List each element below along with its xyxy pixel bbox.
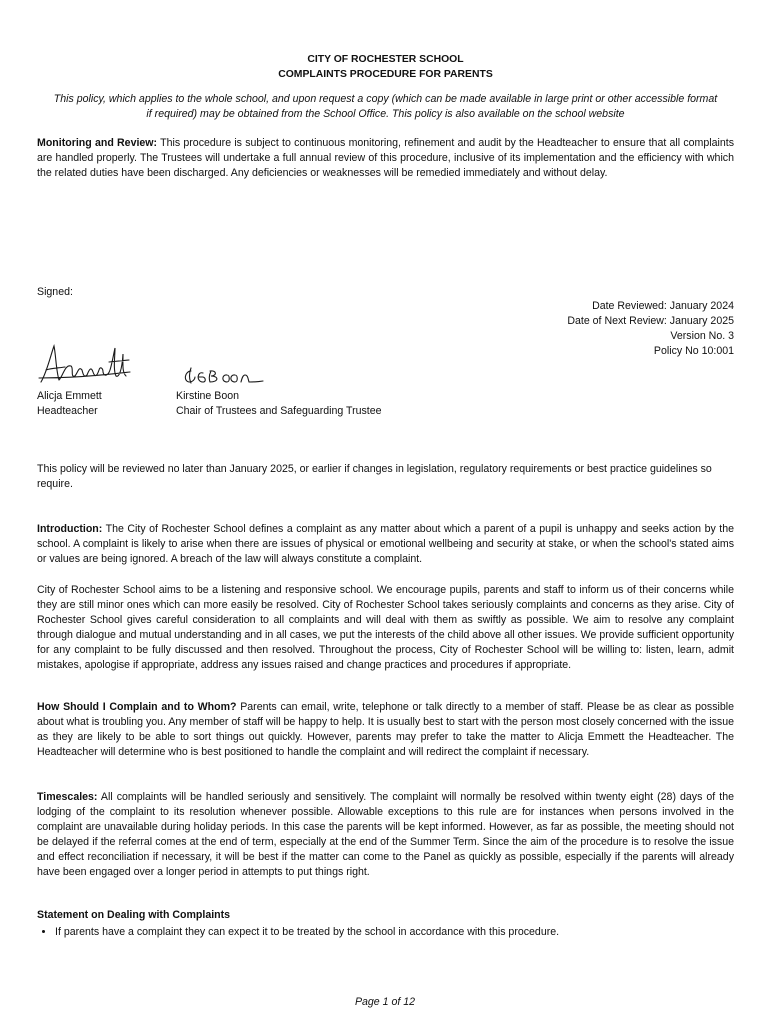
trustee-signature (179, 365, 269, 387)
statement-heading: Statement on Dealing with Complaints (37, 909, 231, 921)
signatory-role: Chair of Trustees and Safeguarding Trustee (176, 405, 382, 417)
signatory-name: Kirstine Boon (176, 390, 240, 402)
monitoring-review-paragraph (37, 136, 734, 181)
signed-label: Signed: (37, 286, 73, 298)
title-block (37, 52, 734, 82)
monitoring-heading: Monitoring and Review: (37, 137, 158, 149)
headteacher-signature (37, 342, 133, 388)
next-review-date: Date of Next Review: January 2025 (567, 315, 734, 327)
signatory-headteacher (37, 389, 102, 419)
how-to-complain-text: Parents can email, write, telephone or talk directly to a member of staff. Please be as clear as possible about what is troubling you. Any member of staff will be happy to help. It is usually best to start with the person most closely concerned with the issue as they are likely to be able to sort things out quickly. However, parents may prefer to take the matter to Alicja Emmett the Headteacher. The Headteacher will determine who is best positioned to handle the complaint and will redirect the complaint if necessary. (37, 701, 734, 758)
document-page (37, 52, 735, 938)
introduction-heading: Introduction: (37, 523, 103, 535)
document-title: COMPLAINTS PROCEDURE FOR PARENTS (278, 69, 493, 80)
how-to-complain-paragraph (37, 700, 734, 760)
statement-list (37, 925, 734, 940)
policy-intro: This policy, which applies to the whole school, and upon request a copy (which can be made available in large print or other accessible format if required) may be obtained from the School Office. This policy is also available on the school website (53, 93, 718, 120)
signatory-role: Headteacher (37, 405, 98, 417)
statement-section (37, 908, 734, 940)
version-number: Version No. 3 (670, 330, 734, 342)
list-item: • If parents have a complaint they can expect it to be treated by the school in accordance with this procedure. (55, 925, 734, 940)
school-title: CITY OF ROCHESTER SCHOOL (307, 54, 464, 65)
introduction-text: The City of Rochester School defines a complaint as any matter about which a parent of a pupil is unhappy and seeks action by the school. A complaint is likely to arise when there are issues of physical or emotional wellbeing and security at stake, or when the school's stated aims or values are being ignored. A breach of the law will always constitute a complaint. (37, 523, 734, 565)
signatory-name: Alicja Emmett (37, 390, 102, 402)
review-statement: This policy will be reviewed no later than January 2025, or earlier if changes in legislation, regulatory requirements or best practice guidelines so require. (37, 463, 712, 490)
listening-paragraph: City of Rochester School aims to be a listening and responsive school. We encourage pupils, parents and staff to inform us of their concerns while they are still minor ones which can more easily be resolved. City of Rochester School takes seriously complaints and concerns as they arise. City of Rochester School gives careful consideration to all complaints and will deal with them as swiftly as possible. We aim to resolve any complaint through dialogue and mutual understanding and in all cases, we put the interests of the child above all other issues. We provide sufficient opportunity for any complaint to be fully discussed and then resolved. Throughout the process, City of Rochester School will be willing to: listen, learn, admit mistakes, apologise if appropriate, address any issues raised and change practices and procedures if appropriate. (37, 584, 734, 671)
timescales-paragraph (37, 790, 734, 880)
introduction-paragraph (37, 522, 734, 567)
how-to-complain-heading: How Should I Complain and to Whom? (37, 701, 237, 713)
monitoring-text: This procedure is subject to continuous monitoring, refinement and audit by the Headteacher to ensure that all complaints are handled properly. The Trustees will undertake a full annual review of this procedure, inclusive of its implementation and the efficiency with which the related duties have been discharged. Any deficiencies or weaknesses will be remedied immediately and without delay. (37, 137, 735, 179)
date-reviewed: Date Reviewed: January 2024 (592, 300, 734, 312)
review-info (567, 299, 734, 359)
signatory-chair (176, 389, 382, 419)
timescales-heading: Timescales: (37, 791, 98, 803)
policy-number: Policy No 10:001 (653, 345, 734, 357)
timescales-text: All complaints will be handled seriously and sensitively. The complaint will normally be resolved within twenty eight (28) days of the lodging of the complaint to its resolution whenever possible. Allowable exceptions to this rule are for instances when persons involved in the complaint are unavailable during holiday periods. In this case the parents will be kept informed. However, as far as possible, the meeting should not be delayed if the referral comes at the end of term, especially at the end of the Summer Term. Since the aim of the procedure is to resolve the issue and effect reconciliation if necessary, it will be best if the matter can come to the Panel as quickly as possible, especially if the parents will already have been engaged over a longer period in attempts to put things right. (37, 791, 734, 878)
page-number: Page 1 of 12 (354, 996, 416, 1008)
